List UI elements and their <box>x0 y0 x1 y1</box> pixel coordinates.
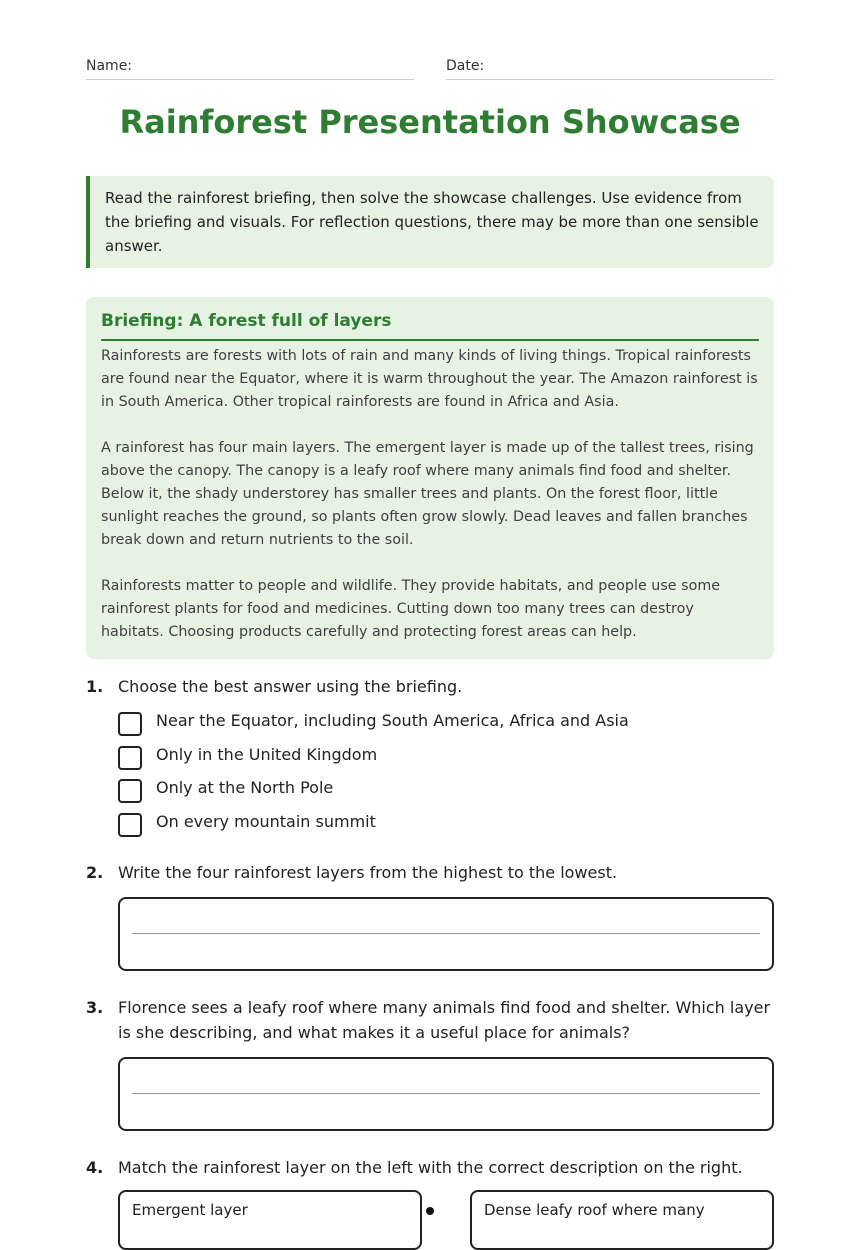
briefing-heading: Briefing: A forest full of layers <box>101 309 759 341</box>
briefing-box <box>86 297 774 659</box>
answer-line <box>132 933 760 934</box>
answer-box[interactable] <box>118 1057 774 1131</box>
option-label: Near the Equator, including South America, Africa and Asia <box>156 711 629 730</box>
instructions-text: Read the rainforest briefing, then solve the showcase challenges. Use evidence from the briefing and visuals. For reflection questions, there may be more than one sensible answer. <box>105 189 759 255</box>
match-connector-dot[interactable] <box>426 1207 434 1215</box>
question-number: 3. <box>86 998 104 1017</box>
match-left-item[interactable]: Emergent layer <box>118 1190 422 1250</box>
checkbox[interactable] <box>118 746 142 770</box>
question-number: 4. <box>86 1158 104 1177</box>
checkbox[interactable] <box>118 712 142 736</box>
match-right-item[interactable]: Dense leafy roof where many <box>470 1190 774 1250</box>
page-title: Rainforest Presentation Showcase <box>119 103 741 141</box>
briefing-paragraph: A rainforest has four main layers. The emergent layer is made up of the tallest trees, rising above the canopy. The canopy is a leafy roof where many animals find food and shelter. Below it, the shady understorey has smaller trees and plants. On the forest floor, little sunlight reaches the ground, so plants often grow slowly. Dead leaves and fallen branches break down and return nutrients to the soil. <box>101 440 754 548</box>
question-text: Florence sees a leafy roof where many animals find food and shelter. Which layer is she describing, and what makes it a useful place for animals? <box>118 998 771 1042</box>
briefing-paragraph: Rainforests matter to people and wildlife. They provide habitats, and people use some rainforest plants for food and medicines. Cutting down too many trees can destroy habitats. Choosing products carefully and protecting forest areas can help. <box>101 578 721 640</box>
name-label: Name: <box>86 58 133 74</box>
option-label: Only in the United Kingdom <box>156 744 378 764</box>
option-label: On every mountain summit <box>156 811 376 831</box>
instructions-box <box>86 176 774 268</box>
checkbox[interactable] <box>118 779 142 803</box>
answer-box[interactable] <box>118 897 774 971</box>
question-number: 1. <box>86 677 104 696</box>
checkbox[interactable] <box>118 813 142 837</box>
date-field[interactable] <box>446 55 774 80</box>
question-number: 2. <box>86 863 104 882</box>
question-text: Match the rainforest layer on the left with the correct description on the right. <box>118 1158 743 1177</box>
question-text: Write the four rainforest layers from the highest to the lowest. <box>118 863 618 882</box>
answer-line <box>132 1093 760 1094</box>
date-label: Date: <box>446 58 485 74</box>
option-label: Only at the North Pole <box>156 778 334 797</box>
briefing-paragraph: Rainforests are forests with lots of rain and many kinds of living things. Tropical rainforests are found near the Equator, where it is warm throughout the year. The Amazon rainforest is in South America. Other tropical rainforests are found in Africa and Asia. <box>101 348 758 410</box>
question-text: Choose the best answer using the briefing. <box>118 677 463 696</box>
header-row <box>86 55 774 81</box>
name-field[interactable] <box>86 55 414 80</box>
